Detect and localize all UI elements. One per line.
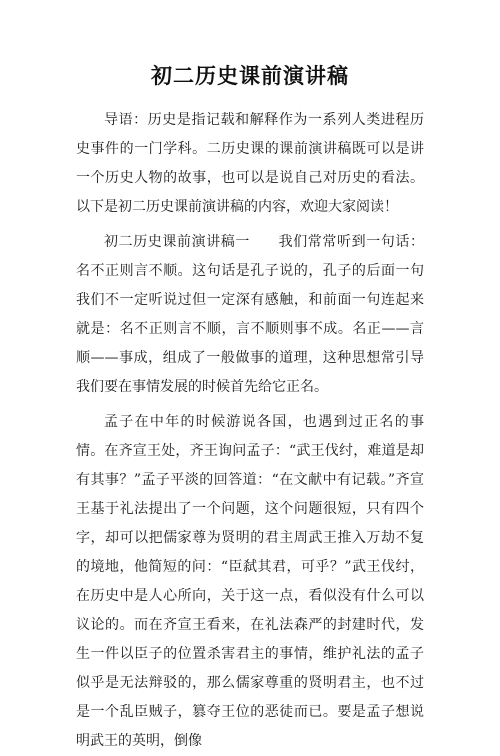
section-heading: 初二历史课前演讲稿一: [104, 234, 250, 250]
document-body: [76, 106, 424, 756]
paragraph-two: 孟子在中年的时候游说各国，也遇到过正名的事情。在齐宣王处，齐王询问孟子：“武王伐纣，难道是却有其事？”孟子平淡的回答道：“在文献中有记载。”齐宣王基于礼法提出了一个问题，这个问题很短，只有四个字，却可以把儒家尊为贤明的君主周武王推入万劫不复的境地，他简短的问：“臣弑其君，可乎？”武王伐纣，在历史中是人心所向，关于这一点，看似没有什么可以议论的。而在齐宣王看来，在礼法森严的封建时代，发生一件以臣子的位置杀害君主的事情，维护礼法的孟子似乎是无法辩驳的，那么儒家尊重的贤明君主，也不过是一个乱臣贼子，篡夺王位的恶徒而已。要是孟子想说明武王的英明，倒像: [76, 414, 424, 749]
paragraph-one-text: 我们常常听到一句话：名不正则言不顺。这句话是孔子说的，孔子的后面一句我们不一定听说过但一定深有感触，和前面一句连起来就是：名不正则言不顺，言不顺则事不成。名正——言顺——事成，组成了一般做事的道理，这种思想常引导我们要在事情发展的时候首先给它正名。: [76, 234, 424, 395]
section-one-paragraph: [76, 228, 424, 402]
intro-paragraph: 导语：历史是指记载和解释作为一系列人类进程历史事件的一门学科。二历史课的课前演讲稿既可以是讲一个历史人物的故事，也可以是说自己对历史的看法。以下是初二历史课前演讲稿的内容，欢迎大家阅读！: [76, 112, 424, 215]
document-title: 初二历史课前演讲稿: [151, 63, 349, 88]
